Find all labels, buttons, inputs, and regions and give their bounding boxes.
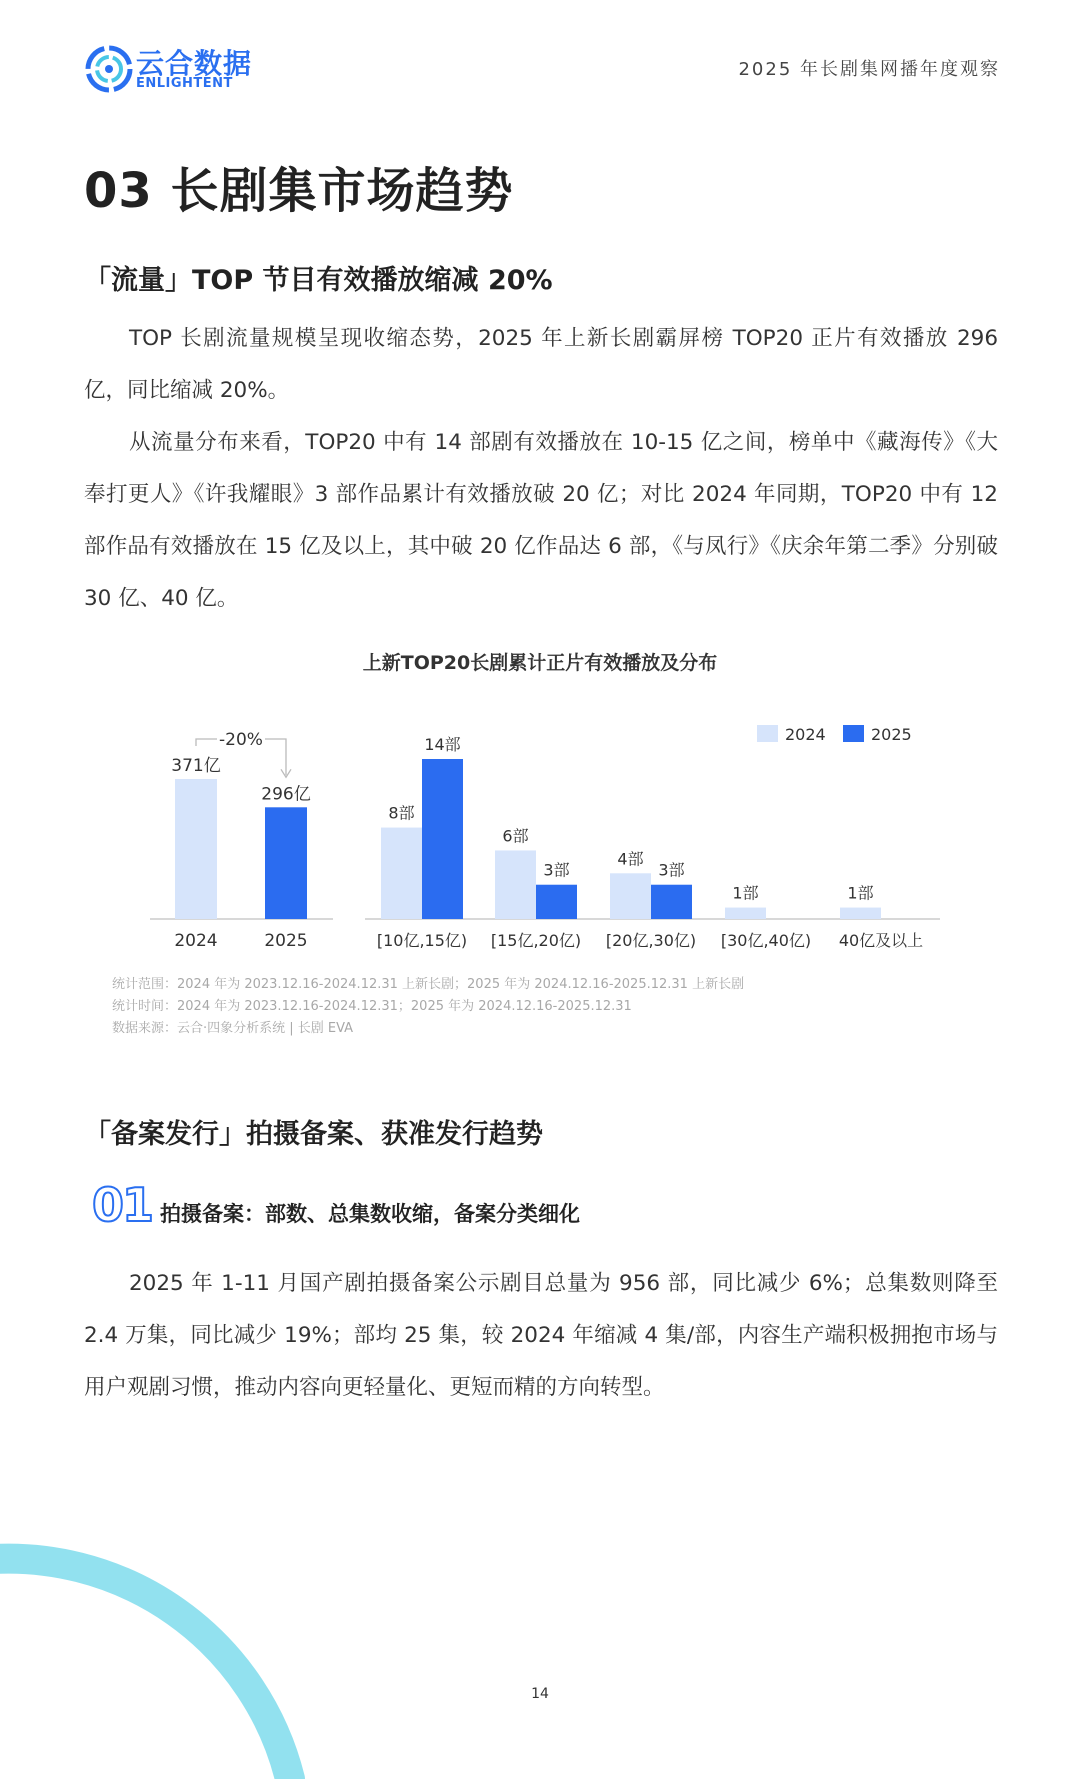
bar-2024-4: [840, 908, 881, 919]
tick-label: [10亿,15亿): [376, 931, 468, 950]
data-label: 14部: [424, 735, 461, 754]
subsection-title-filing: 「备案发行」拍摄备案、获准发行趋势: [84, 1119, 543, 1150]
bar-2025-1: [536, 885, 577, 919]
chart-legend: [757, 725, 912, 744]
data-label: 4部: [617, 849, 644, 869]
tick-label: [15亿,20亿): [490, 931, 582, 950]
tick-label: [30亿,40亿): [720, 931, 812, 950]
legend-label-2025: 2025: [871, 725, 912, 744]
paragraph-3: 2025 年 1-11 月国产剧拍摄备案公示剧目总量为 956 部，同比减少 6%；总集数则降至 2.4 万集，同比减少 19%；部均 25 集，较 2024 年缩减 4 集/部，内容生产端积极拥抱市场与用户观剧习惯，推动内容向更轻量化、更短而精的方向转型。: [84, 1271, 998, 1400]
subsection-title-traffic: 「流量」TOP 节目有效播放缩减 20%: [84, 265, 553, 296]
data-label: 8部: [388, 803, 415, 823]
tick-label: 2025: [264, 931, 308, 951]
change-label: -20%: [219, 730, 263, 750]
note-source: 数据来源：云合·四象分析系统 | 长剧 EVA: [112, 1021, 354, 1036]
tick-label: 40亿及以上: [838, 931, 924, 950]
page-number: 14: [531, 1686, 549, 1702]
note-time: 统计时间：2024 年为 2023.12.16-2024.12.31；2025 年为 2024.12.16-2025.12.31: [112, 999, 632, 1014]
report-title: 2025 年长剧集网播年度观察: [738, 59, 1000, 80]
tick-label: 2024: [174, 931, 218, 951]
section-number: 01: [92, 1178, 153, 1232]
data-label: 6部: [502, 826, 529, 846]
decorative-arc-icon: [0, 1520, 320, 1779]
data-label: 371亿: [171, 756, 221, 776]
data-label: 1部: [732, 883, 759, 903]
paragraph-1: TOP 长剧流量规模呈现收缩态势，2025 年上新长剧霸屏榜 TOP20 正片有效播放 296 亿，同比缩减 20%。: [84, 326, 998, 403]
brand-logo: [84, 40, 254, 96]
bar-2024-3: [725, 908, 766, 919]
legend-label-2024: 2024: [785, 725, 826, 744]
section-title: 03 长剧集市场趋势: [84, 163, 514, 219]
chart-notes: [112, 974, 744, 1040]
legend-swatch-2025: [843, 725, 864, 742]
note-range: 统计范围：2024 年为 2023.12.16-2024.12.31 上新长剧；2025 年为 2024.12.16-2025.12.31 上新长剧: [112, 977, 745, 992]
chart-distribution: [365, 735, 940, 950]
bar-2025-0: [422, 759, 463, 919]
subheading-filing: 拍摄备案：部数、总集数收缩，备案分类细化: [160, 1202, 580, 1226]
data-label: 3部: [543, 860, 570, 880]
bar-total-2024: [175, 779, 217, 919]
paragraph-2: 从流量分布来看，TOP20 中有 14 部剧有效播放在 10-15 亿之间，榜单中《藏海传》《大奉打更人》《许我耀眼》3 部作品累计有效播放破 20 亿；对比 2024 年同期，TOP20 中有 12 部作品有效播放在 15 亿及以上，其中破 20 亿作品达 6 部，《与凤行》《庆余年第二季》分别破 30 亿、40 亿。: [84, 430, 998, 611]
legend-swatch-2024: [757, 725, 778, 742]
logo-text-cn: 云合数据: [136, 47, 253, 80]
chart-total-plays: [150, 729, 333, 951]
bar-total-2025: [265, 807, 307, 919]
tick-label: [20亿,30亿): [605, 931, 697, 950]
bar-2025-2: [651, 885, 692, 919]
data-label: 3部: [658, 860, 685, 880]
data-label: 1部: [847, 883, 874, 903]
logo-text-en: ENLIGHTENT: [136, 76, 233, 91]
chart-title: 上新TOP20长剧累计正片有效播放及分布: [362, 652, 718, 674]
data-label: 296亿: [261, 784, 311, 805]
chart-canvas: [0, 700, 1080, 970]
bar-2024-1: [495, 850, 536, 919]
logo-mark-icon: [84, 44, 134, 94]
bar-2024-2: [610, 873, 651, 919]
bar-2024-0: [381, 828, 422, 919]
